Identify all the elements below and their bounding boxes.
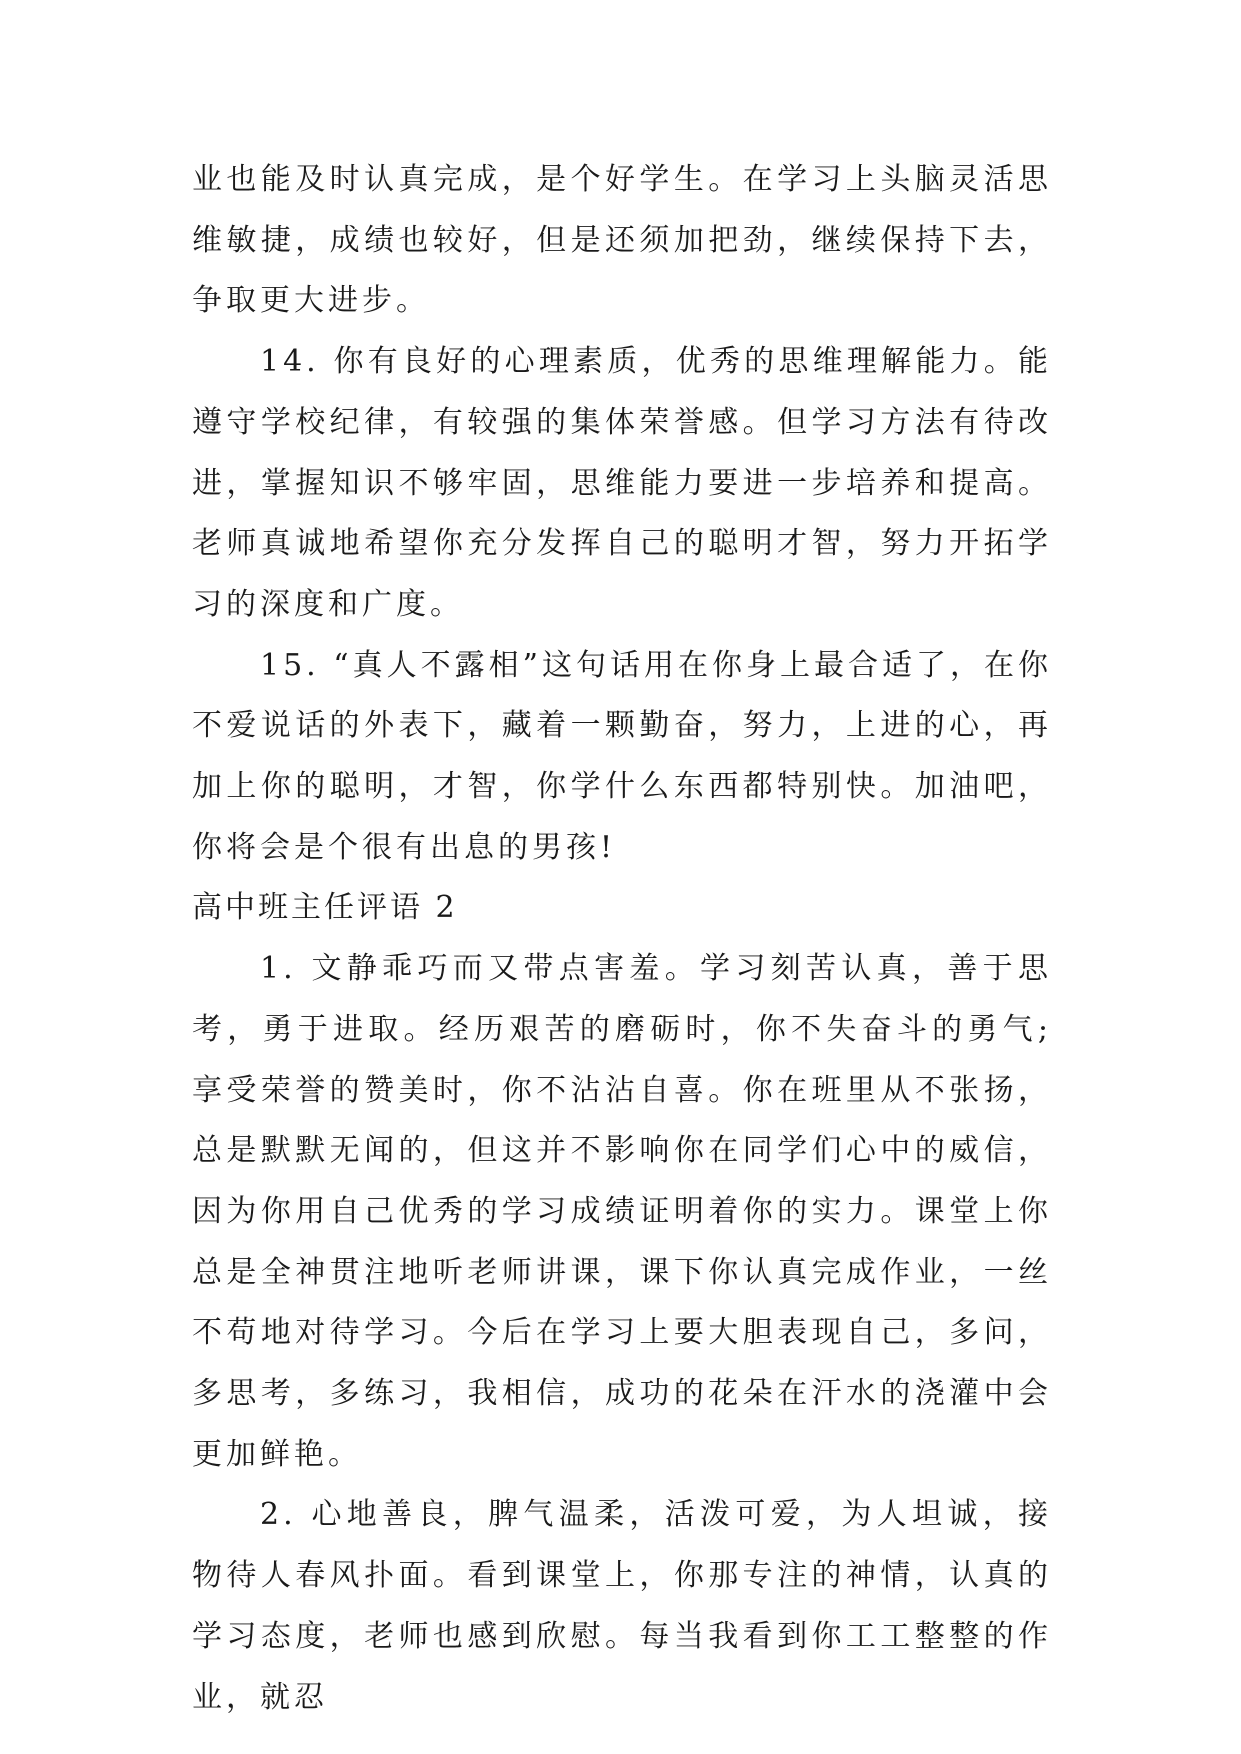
paragraph-continued: 业也能及时认真完成，是个好学生。在学习上头脑灵活思维敏捷，成绩也较好，但是还须加把劲，继续保持下去，争取更大进步。 bbox=[192, 162, 1052, 319]
paragraph-item-2: 2. 心地善良，脾气温柔，活泼可爱，为人坦诚，接物待人春风扑面。看到课堂上，你那专注的神情，认真的学习态度，老师也感到欣慰。每当我看到你工工整整的作业，就忍 bbox=[192, 1497, 1052, 1715]
paragraph-item-15: 15. “真人不露相”这句话用在你身上最合适了，在你不爱说话的外表下，藏着一颗勤奋，努力，上进的心，再加上你的聪明，才智，你学什么东西都特别快。加油吧，你将会是个很有出息的男孩! bbox=[192, 647, 1052, 865]
document-page bbox=[192, 150, 1052, 1728]
section-heading: 高中班主任评语 2 bbox=[192, 890, 458, 926]
paragraph-item-14: 14. 你有良好的心理素质，优秀的思维理解能力。能遵守学校纪律，有较强的集体荣誉感。但学习方法有待改进，掌握知识不够牢固，思维能力要进一步培养和提高。老师真诚地希望你充分发挥自己的聪明才智，努力开拓学习的深度和广度。 bbox=[192, 344, 1052, 622]
paragraph-item-1: 1. 文静乖巧而又带点害羞。学习刻苦认真，善于思考，勇于进取。经历艰苦的磨砺时，你不失奋斗的勇气;享受荣誉的赞美时，你不沾沾自喜。你在班里从不张扬，总是默默无闻的，但这并不影响你在同学们心中的威信，因为你用自己优秀的学习成绩证明着你的实力。课堂上你总是全神贯注地听老师讲课，课下你认真完成作业，一丝不苟地对待学习。今后在学习上要大胆表现自己，多问，多思考，多练习，我相信，成功的花朵在汗水的浇灌中会更加鲜艳。 bbox=[192, 951, 1052, 1472]
